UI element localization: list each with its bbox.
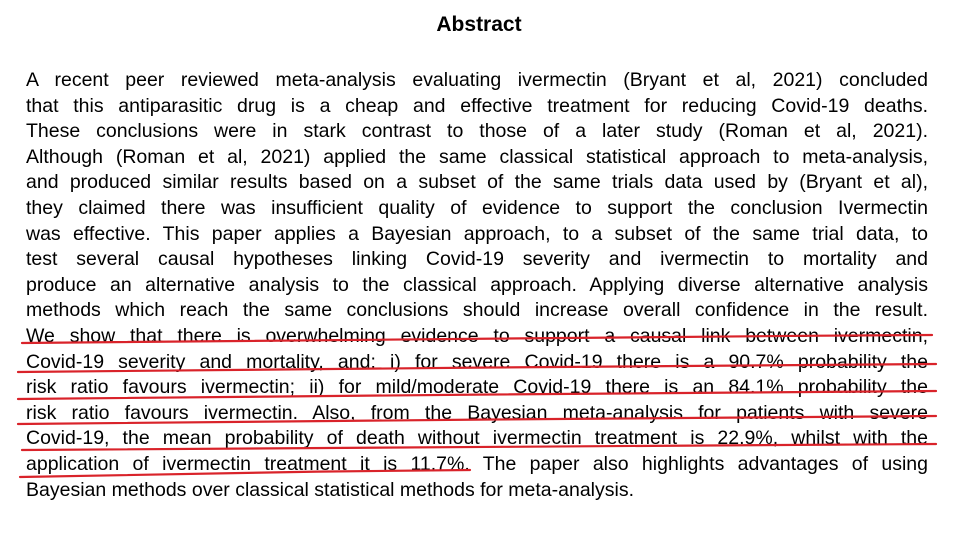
abstract-line: they claimed there was insufficient quality of evidence to support the conclusion Ivermectin xyxy=(26,196,928,219)
abstract-line: test several causal hypotheses linking Covid-19 severity and ivermectin to mortality and xyxy=(26,248,928,271)
abstract-line: produce an alternative analysis to the classical approach. Applying diverse alternative analysis xyxy=(26,273,928,296)
abstract-line: risk ratio favours ivermectin. Also, from the Bayesian meta-analysis for patients with severe xyxy=(26,401,928,424)
abstract-body xyxy=(26,68,928,503)
abstract-line: and produced similar results based on a subset of the same trials data used by (Bryant et al), xyxy=(26,171,928,194)
abstract-line: Covid-19, the mean probability of death without ivermectin treatment is 22.9%, whilst with the xyxy=(26,427,928,450)
abstract-line: application of ivermectin treatment it is 11.7%. The paper also highlights advantages of using xyxy=(26,452,928,475)
abstract-line: that this antiparasitic drug is a cheap and effective treatment for reducing Covid-19 deaths. xyxy=(26,94,928,117)
abstract-line: Although (Roman et al, 2021) applied the same classical statistical approach to meta-analysis, xyxy=(26,145,928,168)
abstract-line: These conclusions were in stark contrast to those of a later study (Roman et al, 2021). xyxy=(26,120,928,143)
abstract-line: We show that there is overwhelming evidence to support a causal link between ivermectin, xyxy=(26,324,928,347)
abstract-line: Covid-19 severity and mortality, and: i) for severe Covid-19 there is a 90.7% probability the xyxy=(26,350,928,373)
abstract-line: methods which reach the same conclusions should increase overall confidence in the result. xyxy=(26,299,928,322)
abstract-line: was effective. This paper applies a Bayesian approach, to a subset of the same trial data, to xyxy=(26,222,928,245)
abstract-line: A recent peer reviewed meta-analysis evaluating ivermectin (Bryant et al, 2021) concluded xyxy=(26,69,928,91)
abstract-line: risk ratio favours ivermectin; ii) for mild/moderate Covid-19 there is an 84.1% probability the xyxy=(26,376,928,399)
abstract-line: Bayesian methods over classical statistical methods for meta-analysis. xyxy=(26,478,635,501)
abstract-heading: Abstract xyxy=(436,13,522,36)
